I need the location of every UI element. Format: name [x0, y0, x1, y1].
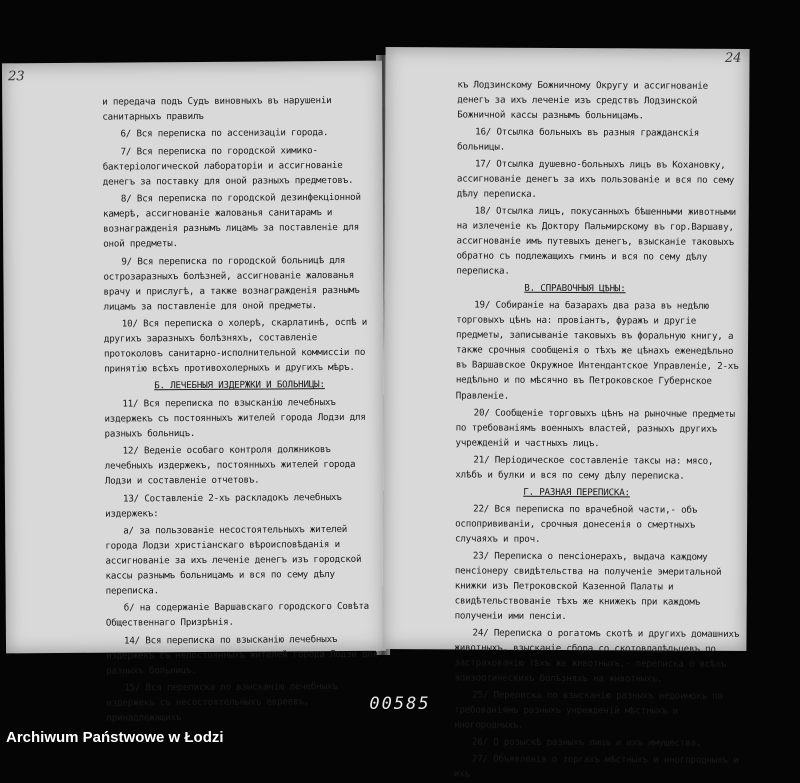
paragraph: 24/ Переписка о рогатомъ скотѣ и другихъ домашнихъ животныхъ, взысканіе сбора со скотовладѣльцевъ по застрахованію тѣхъ же животныхъ,- переписка о всѣхъ эпизоотическихъ болѣзняхъ на животныхъ. [454, 627, 740, 685]
paragraph: къ Лодзинскому Божничному Округу и ассигнованіе денегъ за ихъ леченіе изъ средствъ Лодзинской Божничной кассы разнымъ больницамъ. [457, 79, 708, 122]
paragraph: 8/ Вся переписка по городской дезинфекціонной камерѣ, ассигнованіе жалованья санитарамъ и вознагражденія разнымъ лицамъ за поставленіе для оной предметы. [102, 192, 361, 251]
paragraph: 19/ Собираніе на базарахъ два раза въ недѣлю торговыхъ цѣнъ на: провіантъ, фуражъ и другіе предметы, записываніе таковыхъ въ форальную книгу, а также срочныя сообщенія о тѣхъ же цѣнахъ еженедѣльно въ Варшавское Окружное Интендантское Управленіе, 2-хъ недѣльно и по мѣсячно въ Петроковское Губернское Правленіе. [455, 299, 739, 402]
paragraph: б/ на содержаніе Варшавскаго городского Совѣта Общественнаго Призрѣнія. [105, 601, 370, 630]
paragraph: 12/ Веденіе особаго контроля должниковъ лечебныхъ издержекъ, постоянныхъ жителей города Лодзи и составленіе отчетовъ. [104, 444, 356, 488]
paragraph: 23/ Переписка о пенсіонерахъ, выдача каждому пенсіонеру свидѣтельства на полученіе эмеритальной книжки изъ Петроковской Казенной Палаты и свидѣтельствованіе тѣхъ же книжекъ при каждомъ полученіи ими пенсіи. [454, 550, 722, 623]
paragraph: а/ за пользованіе несостоятельныхъ жителей города Лодзи христіанскаго вѣроисповѣданія и ассигнованіе за ихъ леченіе денегъ изъ городской кассы разнымъ больницамъ и вся по сему дѣлу переписка. [105, 523, 362, 597]
paragraph: 27/ Объявленія о торгахъ мѣстныхъ и иногородныхъ и ихъ [453, 753, 739, 780]
paragraph: 10/ Вся переписка о холерѣ, скарлатинѣ, оспѣ и другихъ заразныхъ болѣзняхъ, составленіе протоколовъ санитарно-исполнительной коммиссіи по принятію всѣхъ противохолерныхъ и другихъ мѣръ. [103, 316, 368, 375]
left-page-number: 23 [7, 69, 25, 85]
left-page [2, 61, 386, 724]
paragraph: 9/ Вся переписка по городской больницѣ для острозаразныхъ болѣзней, ассигнованіе жалованья врачу и прислугѣ, а также вознагражденія разнымъ лицамъ за поставленіе для оной предметы. [103, 254, 360, 313]
paragraph: 20/ Сообщеніе торговыхъ цѣнъ на рыночные предметы по требованіямъ военныхъ властей, разныхъ другихъ учрежденій и частныхъ лицъ. [455, 407, 735, 450]
paragraph: 6/ Вся переписка по ассенизаціи города. [120, 127, 329, 140]
archive-watermark: Archiwum Państwowe w Łodzi [6, 729, 224, 746]
section-heading: В. СПРАВОЧНЫЯ ЦѢНЫ: [524, 282, 626, 295]
section-heading: Г. РАЗНАЯ ПЕРЕПИСКА: [523, 486, 630, 499]
paragraph: 16/ Отсылка больныхъ въ разныя гражданскія больницы. [457, 126, 700, 153]
document-number: 00585 [369, 694, 431, 714]
right-page-number: 24 [724, 50, 742, 66]
paragraph: 26/ О розыскѣ разныхъ лицъ и ихъ имущества. [471, 736, 702, 749]
paragraph: 11/ Вся переписка по взысканію лечебныхъ издержекъ съ постоянныхъ жителей города Лодзи для разныхъ больницъ. [104, 396, 366, 440]
paragraph: 15/ Вся переписка по взысканію лечебныхъ издержекъ съ несостоятельныхъ евреевъ, принадлежащихъ [106, 681, 338, 724]
paragraph: 21/ Періодическое составленіе таксы на: мясо, хлѣбъ и булки и вся по сему дѣлу переписка. [455, 454, 714, 482]
paragraph: 17/ Отсылка душевно-больныхъ лицъ въ Кохановку, ассигнованіе денегъ за ихъ пользованіе и вся по сему дѣлу переписка. [456, 158, 735, 201]
paragraph: 18/ Отсылка лицъ, покусанныхъ бѣшенными животными на излеченіе къ Доктору Пальмирскому въ гор.Варшаву, ассигнованіе имъ путевыхъ денегъ, взысканіе таковыхъ обратно съ подлежащихъ гминъ и вся по сему дѣлу переписка. [456, 205, 736, 278]
paragraph: 13/ Составленіе 2-хъ раскладокъ лечебныхъ издержекъ: [105, 491, 342, 520]
paragraph: 25/ Переписка по взысканію разныхъ недоимокъ по требованіямъ разныхъ учрежденій мѣстныхъ и иногородныхъ. [454, 689, 723, 731]
paragraph: 14/ Вся переписка по взысканію лечебныхъ издержекъ съ непостоянныхъ жителей города Лодзи для разныхъ больницъ. [106, 633, 379, 677]
paragraph: 22/ Вся переписка по врачебной части,- объ оспопрививаніи, срочныя донесенія о смертныхъ случаяхъ и проч. [454, 503, 698, 546]
paragraph: 7/ Вся переписка по городской химико-бактеріологической лабораторіи и ассигнованіе денегъ за поставку для оной разныхъ предметовъ. [102, 144, 354, 188]
paragraph: и передача подъ Судъ виновныхъ въ нарушеніи санитарныхъ правилъ [102, 95, 332, 123]
section-heading: Б. ЛЕЧЕБНЫЯ ИЗДЕРЖКИ И БОЛЬНИЦЫ: [154, 379, 325, 392]
